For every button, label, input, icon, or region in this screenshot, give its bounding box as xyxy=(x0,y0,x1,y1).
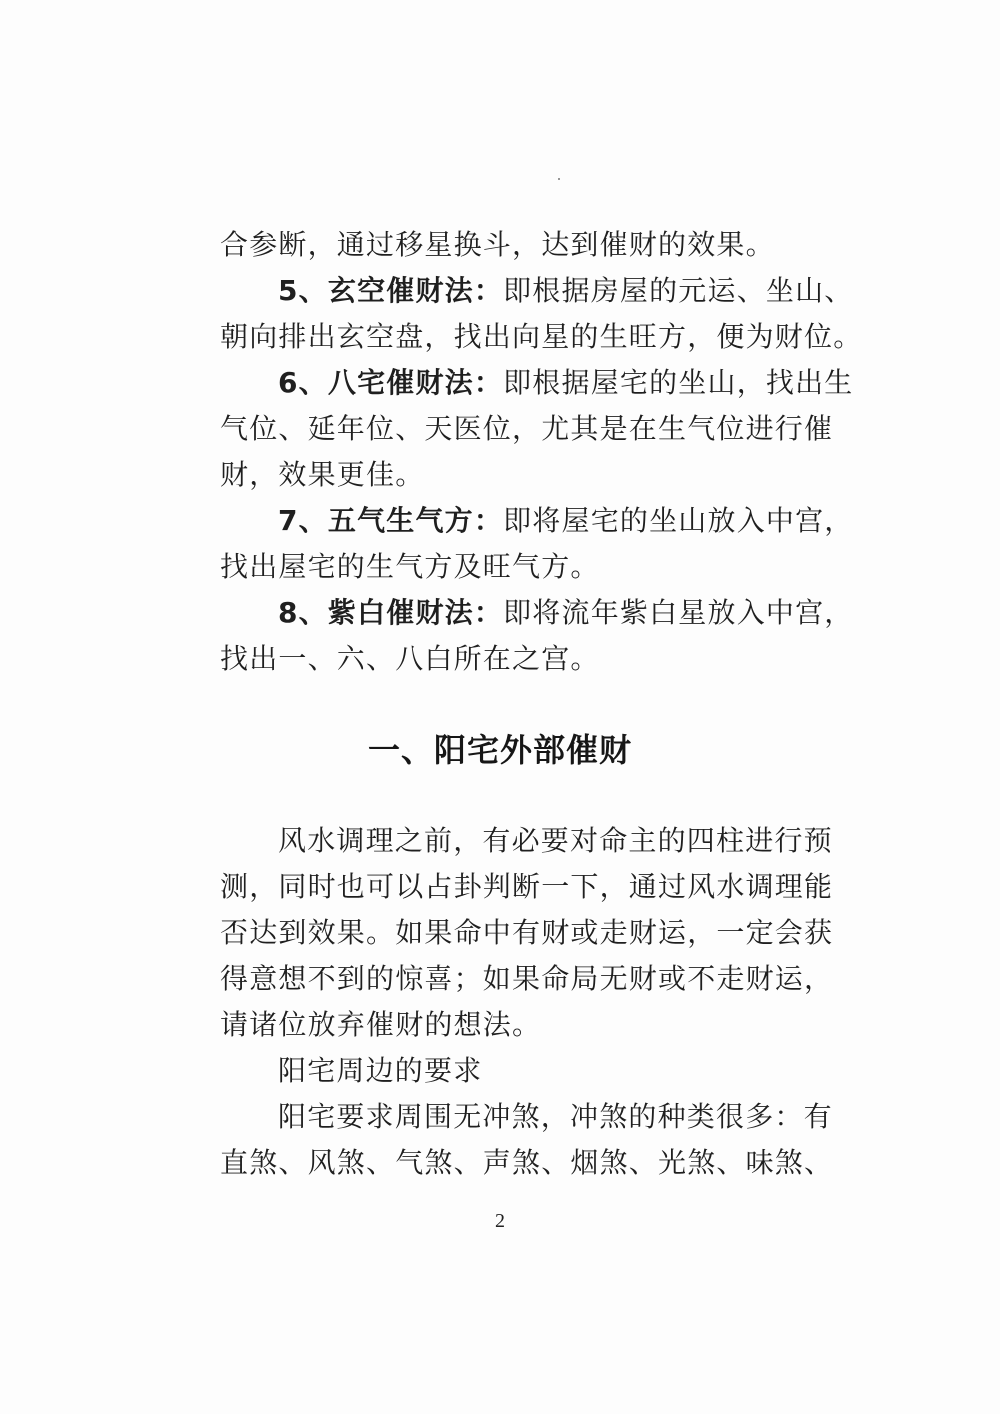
page-number: 2 xyxy=(495,1210,505,1232)
para2-line-1: 阳宅要求周围无冲煞，冲煞的种类很多：有 xyxy=(278,1100,833,1133)
subheading: 阳宅周边的要求 xyxy=(278,1054,483,1087)
section-heading: 一、阳宅外部催财 xyxy=(367,731,632,769)
section-text-block xyxy=(220,818,834,1186)
continuation-line: 合参断，通过移星换斗，达到催财的效果。 xyxy=(220,228,775,261)
para1-line-4: 得意想不到的惊喜；如果命局无财或不走财运， xyxy=(220,962,834,995)
top-text-block xyxy=(220,222,863,682)
item-6-label: 6、八宅催财法： xyxy=(278,366,504,399)
item-5-line-2: 朝向排出玄空盘，找出向星的生旺方，便为财位。 xyxy=(220,320,863,353)
item-7-line-2: 找出屋宅的生气方及旺气方。 xyxy=(220,550,600,583)
item-6-line-2: 气位、延年位、天医位，尤其是在生气位进行催 xyxy=(220,412,834,445)
item-6-text: 即根据屋宅的坐山，找出生 xyxy=(503,366,854,399)
item-6-line-3: 财，效果更佳。 xyxy=(220,458,425,491)
para1-line-5: 请诸位放弃催财的想法。 xyxy=(220,1008,542,1041)
item-8-line-2: 找出一、六、八白所在之宫。 xyxy=(220,642,600,675)
para1-line-1: 风水调理之前，有必要对命主的四柱进行预 xyxy=(278,824,833,857)
item-6-line-1 xyxy=(220,360,854,406)
para1-line-2: 测，同时也可以占卦判断一下，通过风水调理能 xyxy=(220,870,834,903)
scan-speck xyxy=(558,178,560,180)
item-8-label: 8、紫白催财法： xyxy=(278,596,504,629)
item-5-line-1 xyxy=(220,268,854,314)
item-5-label: 5、玄空催财法： xyxy=(278,274,504,307)
item-7-label: 7、五气生气方： xyxy=(278,504,504,537)
para1-line-3: 否达到效果。如果命中有财或走财运，一定会获 xyxy=(220,916,834,949)
para2-line-2: 直煞、风煞、气煞、声煞、烟煞、光煞、味煞、 xyxy=(220,1146,834,1179)
item-8-text: 即将流年紫白星放入中宫， xyxy=(503,596,854,629)
item-8-line-1 xyxy=(220,590,854,636)
item-7-line-1 xyxy=(220,498,854,544)
item-7-text: 即将屋宅的坐山放入中宫， xyxy=(503,504,854,537)
item-5-text: 即根据房屋的元运、坐山、 xyxy=(503,274,854,307)
